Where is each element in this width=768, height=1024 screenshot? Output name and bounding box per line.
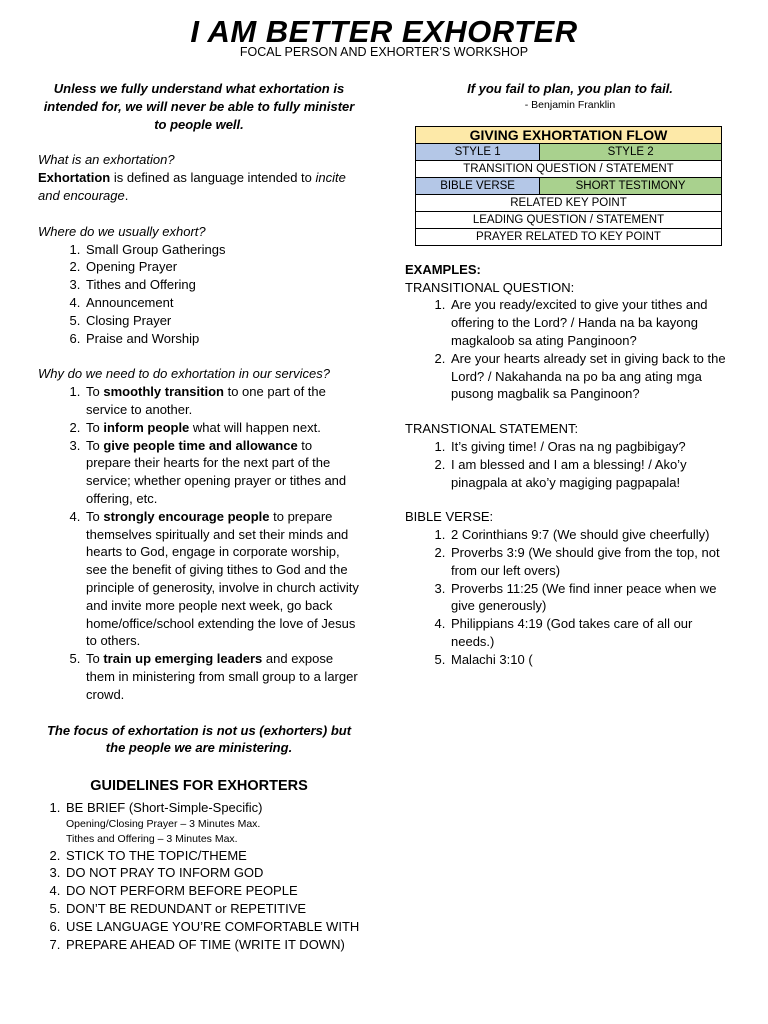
bible-verse-list: [405, 526, 735, 668]
where-list: [38, 241, 360, 348]
question-what: What is an exhortation?: [38, 152, 175, 168]
list-item: 2. Proverbs 3:9 (We should give from the top, not from our left overs): [449, 544, 735, 580]
list-item: 3. Tithes and Offering: [84, 276, 360, 294]
list-item: 1. Small Group Gatherings: [84, 241, 360, 259]
definition: [38, 169, 360, 205]
question-why: Why do we need to do exhortation in our services?: [38, 366, 330, 382]
transitional-statement-heading: TRANSTIONAL STATEMENT:: [405, 421, 579, 437]
list-item: 6. Praise and Worship: [84, 330, 360, 348]
right-column: [405, 80, 735, 669]
document-title: I AM BETTER EXHORTER: [190, 14, 578, 49]
left-column: [38, 80, 360, 953]
list-item: 3. To give people time and allowance to prepare their hearts for the next part of the service; whether opening prayer or tithes and offering, etc.: [84, 437, 360, 508]
definition-end: .: [124, 187, 129, 203]
flow-leading: LEADING QUESTION / STATEMENT: [416, 211, 722, 228]
guidelines-list: [38, 799, 360, 954]
why-list: [38, 383, 360, 703]
document-subtitle: FOCAL PERSON AND EXHORTER’S WORKSHOP: [239, 45, 529, 59]
list-item: 3. DO NOT PRAY TO INFORM GOD: [64, 864, 360, 882]
list-item: 2. To inform people what will happen next.: [84, 419, 360, 437]
bible-verse-heading: BIBLE VERSE:: [405, 509, 494, 525]
list-item: 6. USE LANGUAGE YOU’RE COMFORTABLE WITH: [64, 918, 360, 936]
guidelines-heading: GUIDELINES FOR EXHORTERS: [90, 778, 308, 795]
list-item: 4. Philippians 4:19 (God takes care of all our needs.): [449, 615, 735, 651]
quote: If you fail to plan, you plan to fail.: [467, 81, 673, 96]
flow-prayer: PRAYER RELATED TO KEY POINT: [416, 228, 722, 245]
guideline-note: Tithes and Offering – 3 Minutes Max.: [66, 832, 238, 845]
question-where: Where do we usually exhort?: [38, 223, 206, 239]
list-item: 1. BE BRIEF (Short-Simple-Specific) Opening/Closing Prayer – 3 Minutes Max. Tithes and Offering – 3 Minutes Max.: [64, 799, 360, 847]
guideline-note: Opening/Closing Prayer – 3 Minutes Max.: [66, 817, 261, 830]
flow-style2: STYLE 2: [540, 143, 722, 160]
transitional-statement-list: [405, 438, 735, 491]
list-item: 5. Malachi 3:10 (: [449, 651, 735, 669]
flow-style1: STYLE 1: [416, 143, 540, 160]
list-item: 2. STICK TO THE TOPIC/THEME: [64, 847, 360, 865]
examples-heading: EXAMPLES:: [405, 261, 481, 277]
flow-bible-verse: BIBLE VERSE: [416, 177, 540, 194]
transitional-question-heading: TRANSITIONAL QUESTION:: [405, 279, 575, 295]
flow-key-point: RELATED KEY POINT: [416, 194, 722, 211]
list-item: 4. To strongly encourage people to prepare themselves spiritually and set their minds and hearts to God, engage in corporate worship, see the benefit of giving tithes to God and the principle of generosity, involve in church activity and invite more people next week, go back home/office/school extending the love of Jesus to others.: [84, 508, 360, 650]
list-item: 2. Opening Prayer: [84, 258, 360, 276]
list-item: 1. To smoothly transition to one part of the service to another.: [84, 383, 360, 419]
flow-short-testimony: SHORT TESTIMONY: [540, 177, 722, 194]
transitional-question-list: [405, 296, 735, 403]
definition-term: Exhortation: [38, 170, 111, 186]
list-item: 1. 2 Corinthians 9:7 (We should give cheerfully): [449, 526, 735, 544]
list-item: 4. Announcement: [84, 294, 360, 312]
list-item: 4. DO NOT PERFORM BEFORE PEOPLE: [64, 882, 360, 900]
intro-statement: Unless we fully understand what exhortation is intended for, we will never be able to fully minister to people well.: [43, 81, 355, 132]
list-item: 1. Are you ready/excited to give your tithes and offering to the Lord? / Handa na ba kayong magkaloob sa ating Panginoon?: [449, 296, 735, 349]
flow-transition: TRANSITION QUESTION / STATEMENT: [416, 160, 722, 177]
list-item: 5. Closing Prayer: [84, 312, 360, 330]
focus-statement: The focus of exhortation is not us (exhorters) but the people we are ministering.: [46, 722, 352, 756]
list-item: 5. To train up emerging leaders and expose them in ministering from small group to a larger crowd.: [84, 650, 360, 703]
definition-text: is defined as language intended to: [110, 170, 316, 186]
exhortation-flow-table: [415, 126, 722, 246]
list-item: 2. I am blessed and I am a blessing! / Ako’y pinagpala at ako’y magiging pagpapala!: [449, 456, 735, 492]
list-item: 1. It’s giving time! / Oras na ng pagbibigay?: [449, 438, 735, 456]
quote-author: - Benjamin Franklin: [524, 98, 616, 111]
definition-emphasis: incite and encourage: [38, 170, 346, 203]
list-item: 2. Are your hearts already set in giving back to the Lord? / Nakahanda na po ba ang ating mga pusong magbalik sa Panginoon?: [449, 350, 735, 403]
list-item: 5. DON’T BE REDUNDANT or REPETITIVE: [64, 900, 360, 918]
flow-title: GIVING EXHORTATION FLOW: [416, 126, 722, 143]
list-item: 3. Proverbs 11:25 (We find inner peace when we give generously): [449, 580, 735, 616]
list-item: 7. PREPARE AHEAD OF TIME (WRITE IT DOWN): [64, 936, 360, 954]
